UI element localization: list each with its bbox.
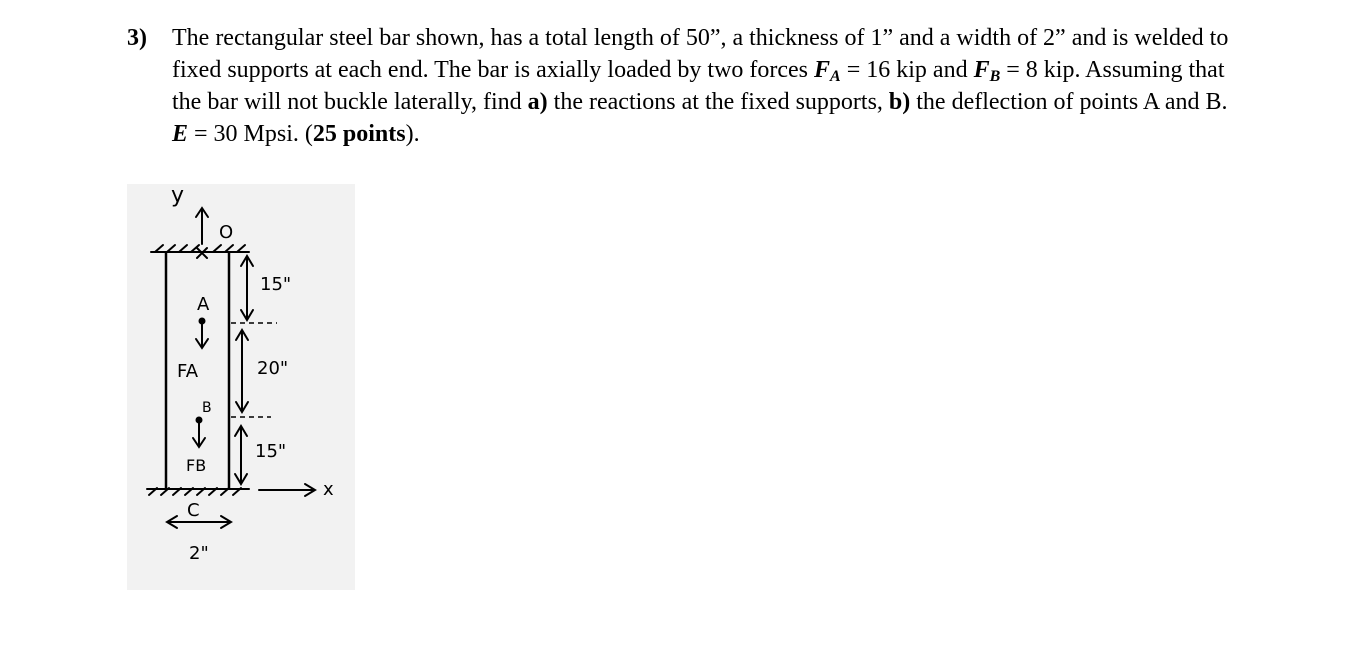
text-seg2: = 16 kip and	[840, 57, 974, 83]
dimension-top-label: 15"	[260, 274, 292, 295]
y-axis-label: y	[171, 184, 185, 208]
point-c-label: C	[187, 500, 200, 521]
x-axis-label: x	[323, 479, 334, 500]
point-a-label: A	[197, 294, 210, 315]
part-a-label: a)	[527, 89, 548, 115]
dimension-bottom-label: 15"	[255, 441, 287, 462]
force-fb-subscript: B	[989, 68, 1001, 85]
force-fb-symbol: $F_B$	[973, 57, 1001, 85]
text-seg1: The rectangular steel bar shown, has a total length of 50”, a thickness of 1” and a width of 2” and is welded to fixed supports at each end. The bar is axially loaded by two forces	[172, 25, 1229, 83]
problem-text	[172, 22, 1242, 150]
force-fa-symbol: $F_A$	[814, 57, 841, 85]
dimension-middle-label: 20"	[257, 358, 289, 379]
force-fa-subscript: A	[830, 68, 841, 85]
bar-diagram-svg	[127, 184, 355, 590]
point-b-label: B	[202, 400, 212, 416]
force-fb-label: FB	[186, 456, 207, 475]
text-seg7: ).	[405, 121, 420, 147]
width-dimension-label: 2"	[189, 543, 209, 564]
modulus-symbol: E	[172, 121, 189, 147]
text-seg6: = 30 Mpsi. (	[188, 121, 313, 147]
origin-label: O	[219, 222, 234, 243]
part-b-label: b)	[888, 89, 911, 115]
bar-diagram	[127, 184, 355, 590]
force-fa-label: FA	[177, 361, 199, 382]
text-seg5: the deflection of points A and B.	[910, 89, 1228, 115]
problem-number: 3)	[127, 25, 147, 51]
text-seg4: the reactions at the fixed supports,	[547, 89, 889, 115]
text-seg3: = 8 kip. Assuming that the bar will not buckle laterally, find	[172, 57, 1225, 115]
points-label: 25 points	[312, 121, 406, 147]
